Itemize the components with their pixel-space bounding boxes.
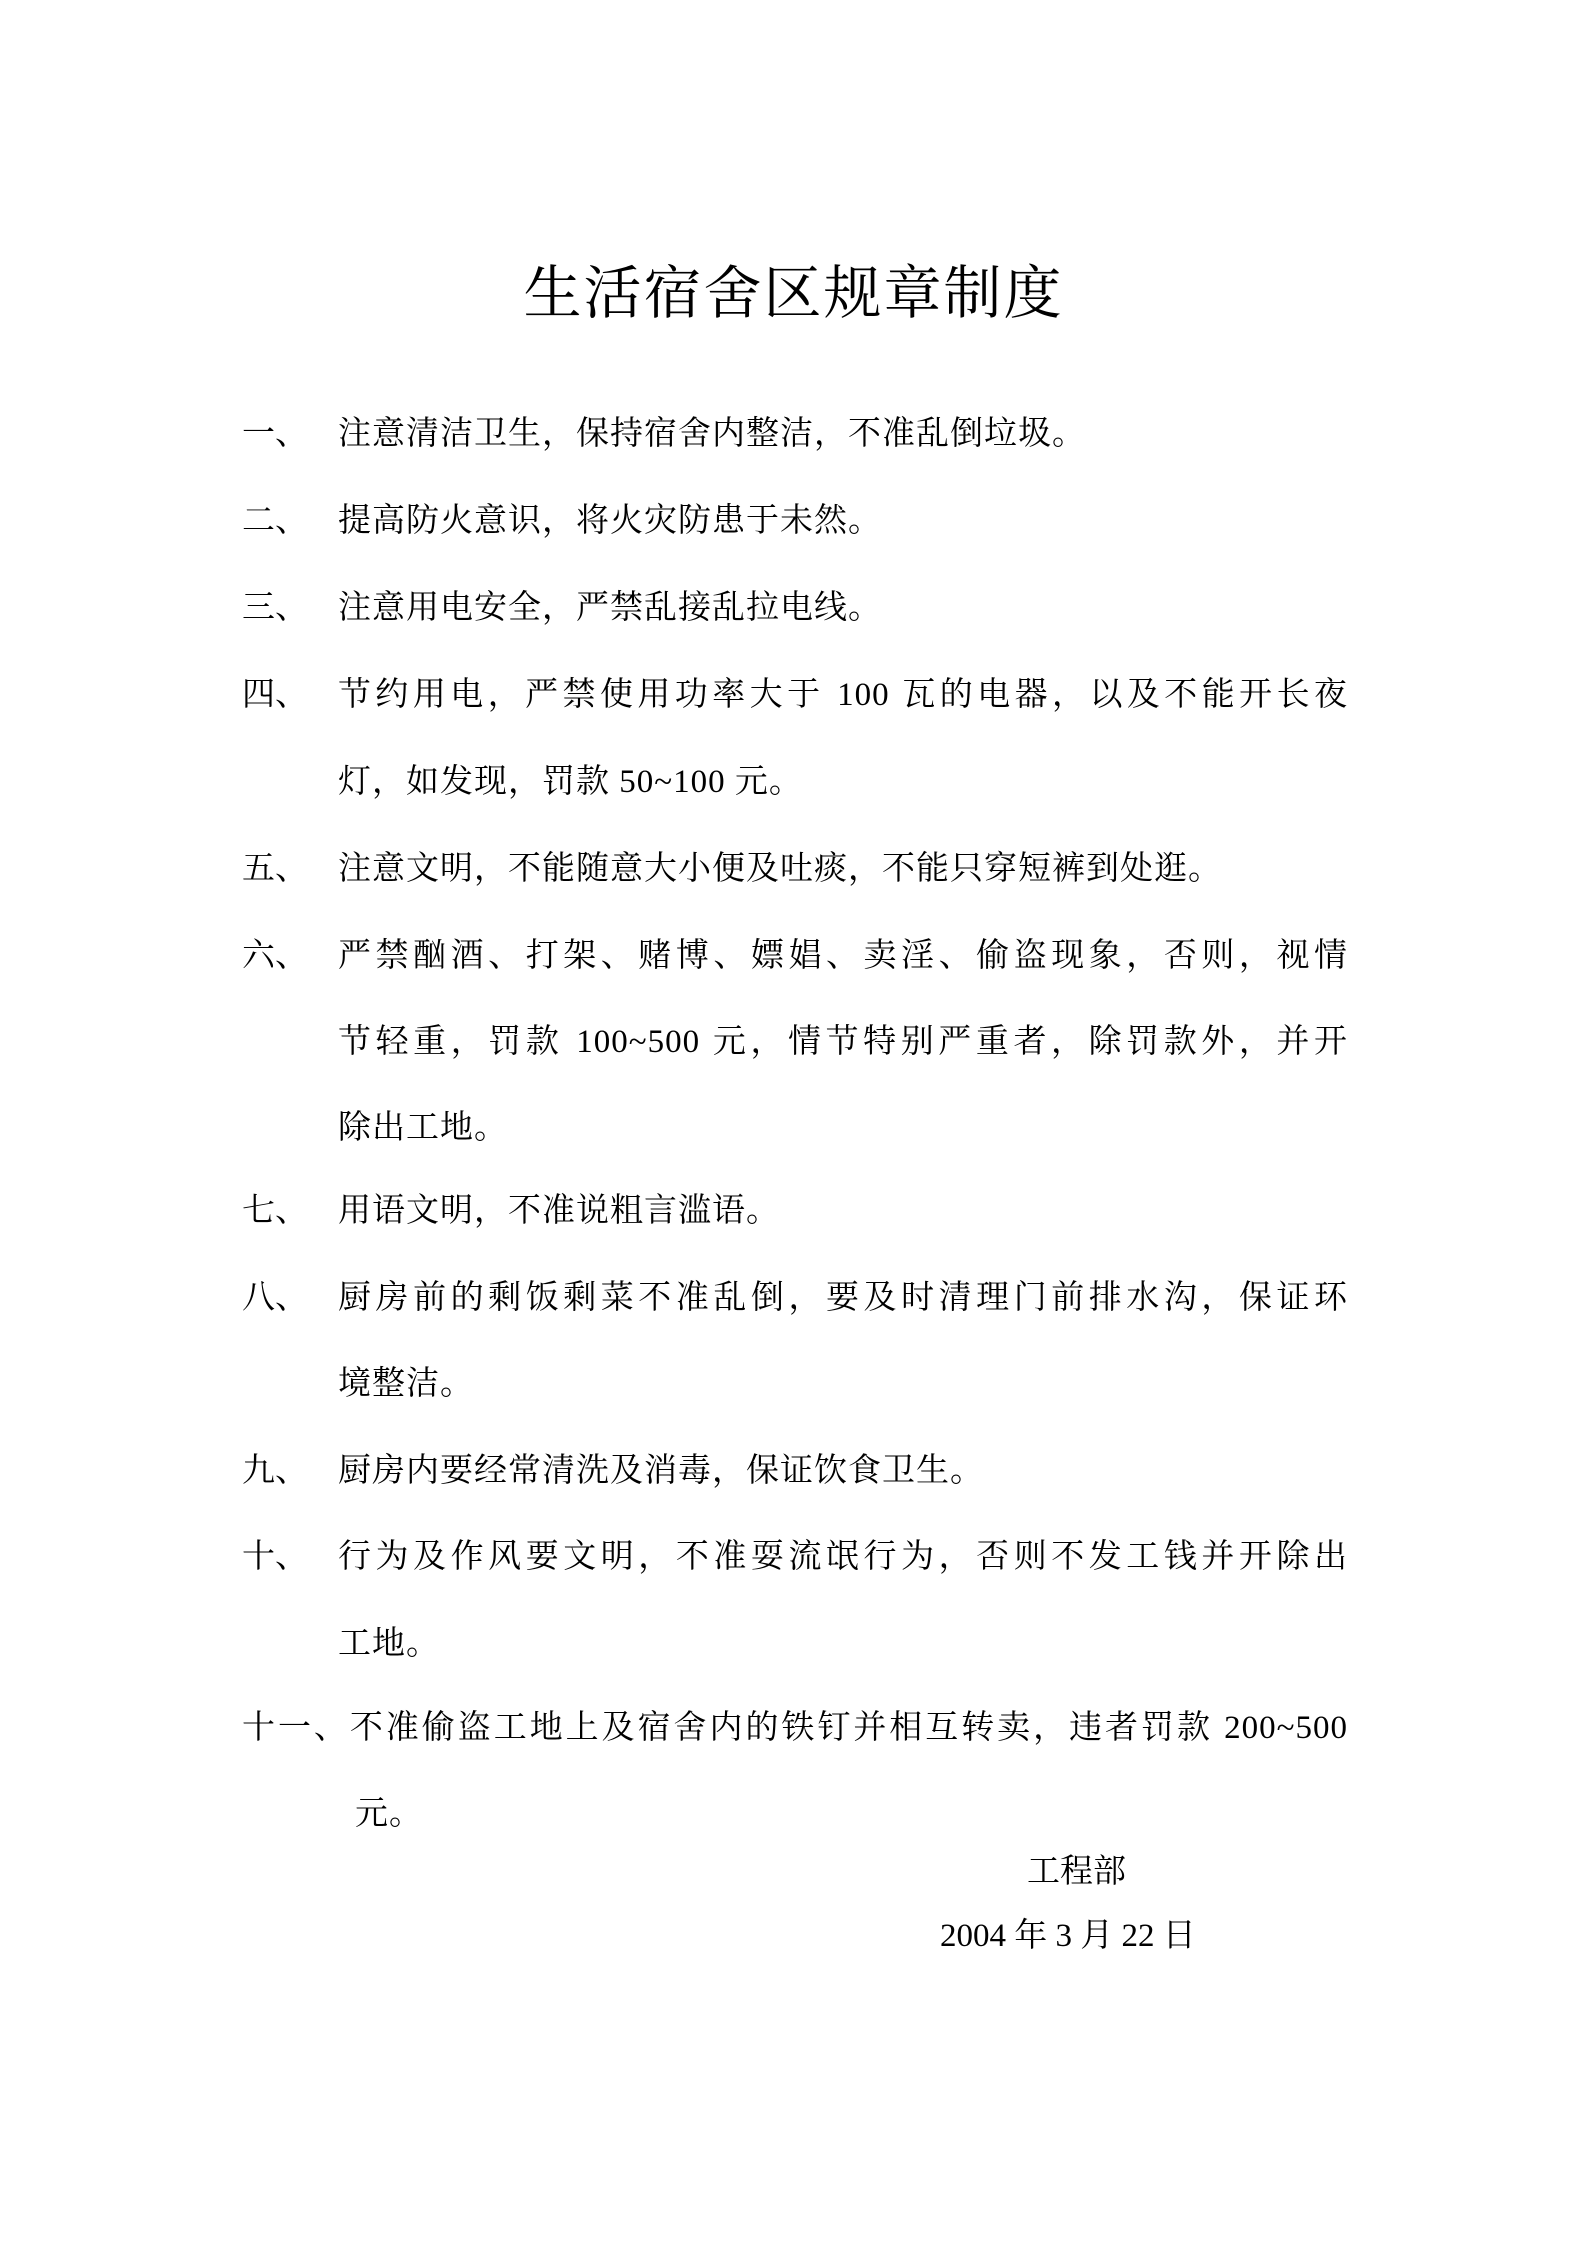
rule-text-line: 厨房前的剩饭剩菜不准乱倒，要及时清理门前排水沟，保证环 — [338, 1280, 1348, 1316]
rule-text-line: 注意清洁卫生，保持宿舍内整洁，不准乱倒垃圾。 — [338, 416, 1086, 452]
rule-text: 不准偷盗工地上及宿舍内的铁钉并相互转卖，违者罚款 200~500 — [349, 1710, 1349, 1746]
signature-date: 2004 年 3 月 22 日 — [940, 1918, 1196, 1954]
rule-text-line: 除出工地。 — [338, 1110, 508, 1146]
rule-text-line: 提高防火意识，将火灾防患于未然。 — [338, 503, 882, 539]
department-name: 工程部 — [1027, 1854, 1126, 1890]
rule-text-line: 注意用电安全，严禁乱接乱拉电线。 — [338, 590, 882, 626]
rule-number: 六、 — [242, 938, 308, 974]
rule-number: 七、 — [242, 1193, 308, 1229]
rule-text-line: 元。 — [355, 1796, 423, 1832]
rule-number: 二、 — [242, 503, 308, 539]
rule-text-line: 灯，如发现，罚款 50~100 元。 — [338, 764, 803, 800]
rule-text-line: 用语文明，不准说粗言滥语。 — [338, 1193, 780, 1229]
rule-text-line: 厨房内要经常清洗及消毒，保证饮食卫生。 — [338, 1453, 984, 1489]
rule-number: 八、 — [242, 1280, 308, 1316]
rule-text-line: 注意文明，不能随意大小便及吐痰，不能只穿短裤到处逛。 — [338, 851, 1222, 887]
rule-number: 一、 — [242, 416, 308, 452]
rule-text-line: 境整洁。 — [338, 1366, 474, 1402]
rule-text-line: 工地。 — [338, 1626, 440, 1662]
rule-number: 十、 — [242, 1539, 308, 1575]
document-title: 生活宿舍区规章制度 — [523, 258, 1064, 327]
rule-text-line: 严禁酗酒、打架、赌博、嫖娼、卖淫、偷盗现象，否则，视情 — [338, 938, 1348, 974]
rule-number: 三、 — [242, 590, 308, 626]
rule-text-line: 行为及作风要文明，不准耍流氓行为，否则不发工钱并开除出 — [338, 1539, 1348, 1575]
rule-number: 十一、 — [242, 1710, 350, 1746]
rule-number: 五、 — [242, 851, 308, 887]
rule-text-line: 节约用电，严禁使用功率大于 100 瓦的电器，以及不能开长夜 — [338, 677, 1348, 713]
rule-number: 四、 — [242, 677, 308, 713]
rule-text-line — [242, 1706, 1348, 1750]
rule-number: 九、 — [242, 1453, 308, 1489]
rule-text-line: 节轻重，罚款 100~500 元，情节特别严重者，除罚款外，并开 — [338, 1024, 1348, 1060]
